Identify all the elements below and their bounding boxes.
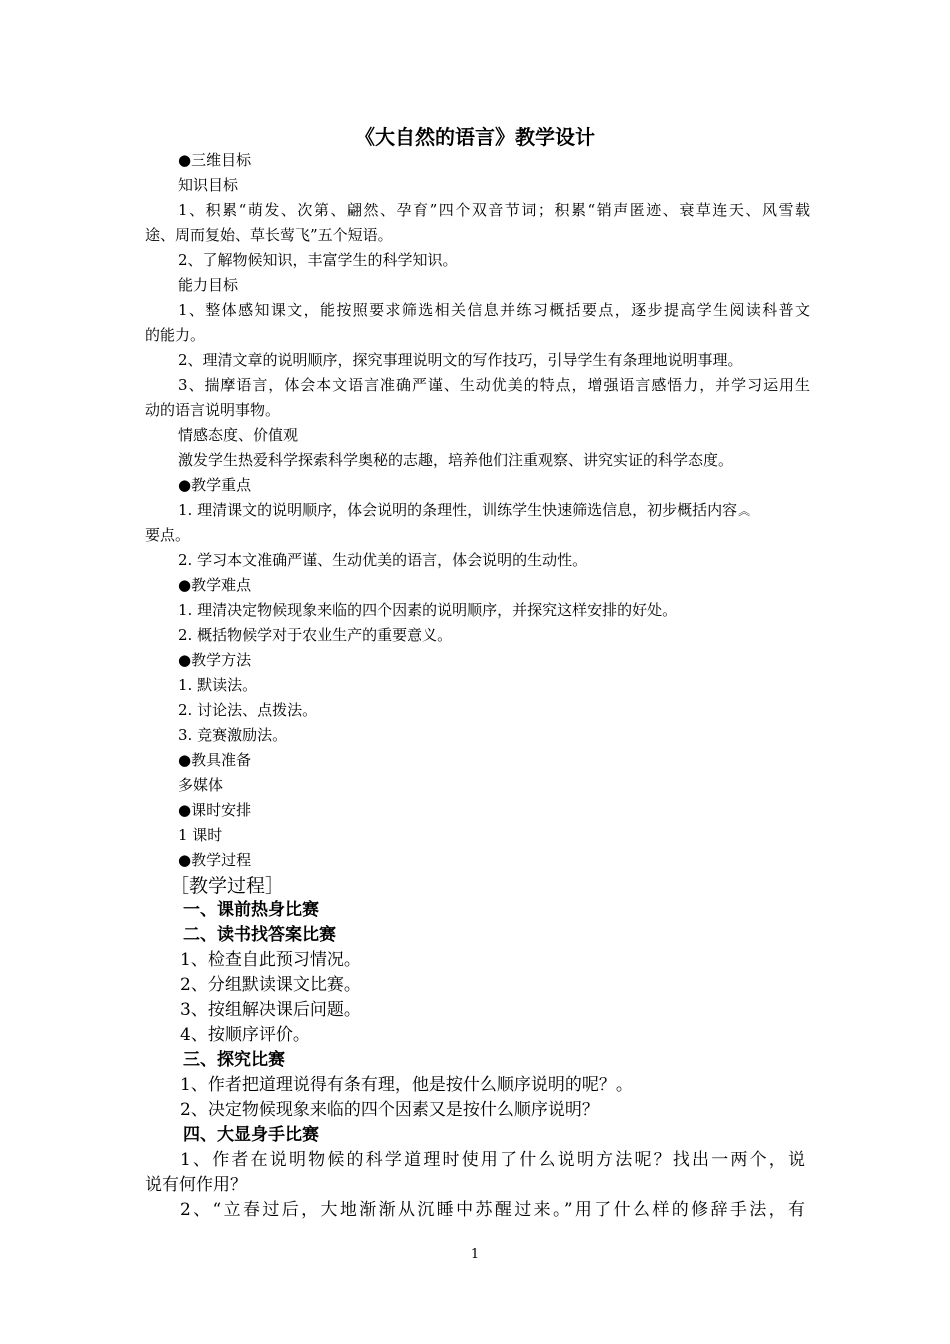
paragraph-line: 1、积累“萌发、次第、翩然、孕育”四个双音节词；积累“销声匿迹、衰草连天、风雪载 bbox=[178, 201, 810, 219]
list-item: 2、决定物候现象来临的四个因素又是按什么顺序说明？ bbox=[180, 1100, 599, 1120]
section-heading-difficulties: ●教学难点 bbox=[178, 576, 252, 594]
paragraph-line: 3、揣摩语言，体会本文语言准确严谨、生动优美的特点，增强语言感悟力，并学习运用生 bbox=[178, 376, 810, 394]
list-item: 4、按顺序评价。 bbox=[180, 1025, 310, 1045]
list-item: 3、按组解决课后问题。 bbox=[180, 1000, 361, 1020]
list-item: 2、分组默读课文比赛。 bbox=[180, 975, 361, 995]
chevron-up-icon: ︽ bbox=[738, 504, 751, 518]
paragraph-line: 1. 理清决定物候现象来临的四个因素的说明顺序，并探究这样安排的好处。 bbox=[178, 601, 678, 619]
section-heading-process: ●教学过程 bbox=[178, 851, 252, 869]
step-heading: 二、读书找答案比赛 bbox=[183, 925, 336, 945]
list-item: 1. 默读法。 bbox=[178, 676, 258, 694]
step-heading: 一、课前热身比赛 bbox=[183, 900, 319, 920]
paragraph-line: 动的语言说明事物。 bbox=[145, 401, 281, 419]
page-number: 1 bbox=[470, 1247, 480, 1262]
paragraph-line: 1、作者在说明物候的科学道理时使用了什么说明方法呢？找出一两个，说 bbox=[180, 1150, 805, 1170]
process-bracket-heading: ［教学过程］ bbox=[170, 875, 285, 897]
paragraph-line: 激发学生热爱科学探索科学奥秘的志趣，培养他们注重观察、讲究实证的科学态度。 bbox=[178, 451, 734, 469]
paragraph-line: 要点。 bbox=[145, 526, 191, 544]
paragraph-line: 2、理清文章的说明顺序，探究事理说明文的写作技巧，引导学生有条理地说明事理。 bbox=[178, 351, 743, 369]
document-title: 《大自然的语言》教学设计 bbox=[355, 125, 595, 149]
list-item: 2. 讨论法、点拨法。 bbox=[178, 701, 318, 719]
paragraph-line: 2、“立春过后，大地渐渐从沉睡中苏醒过来。”用了什么样的修辞手法，有 bbox=[180, 1200, 805, 1220]
subheading-knowledge: 知识目标 bbox=[178, 176, 239, 194]
paragraph-line: 2. 概括物候学对于农业生产的重要意义。 bbox=[178, 626, 453, 644]
paragraph-line: 2、了解物候知识，丰富学生的科学知识。 bbox=[178, 251, 458, 269]
paragraph-line: 多媒体 bbox=[178, 776, 224, 794]
subheading-emotion: 情感态度、价值观 bbox=[178, 426, 299, 444]
paragraph-line: 的能力。 bbox=[145, 326, 206, 344]
paragraph-text: 1. 理清课文的说明顺序，体会说明的条理性，训练学生快速筛选信息，初步概括内容 bbox=[178, 501, 738, 519]
list-item: 3. 竞赛激励法。 bbox=[178, 726, 288, 744]
list-item: 1、检查自此预习情况。 bbox=[180, 950, 361, 970]
section-heading-tools: ●教具准备 bbox=[178, 751, 252, 769]
paragraph-line: 途、周而复始、草长莺飞”五个短语。 bbox=[145, 226, 393, 244]
section-heading-goals: ●三维目标 bbox=[178, 151, 252, 169]
section-heading-schedule: ●课时安排 bbox=[178, 801, 252, 819]
paragraph-line: 1 课时 bbox=[178, 826, 223, 844]
paragraph-line: 1、整体感知课文，能按照要求筛选相关信息并练习概括要点，逐步提高学生阅读科普文 bbox=[178, 301, 810, 319]
step-heading: 三、探究比赛 bbox=[183, 1050, 285, 1070]
section-heading-key-points: ●教学重点 bbox=[178, 476, 252, 494]
subheading-ability: 能力目标 bbox=[178, 276, 239, 294]
section-heading-methods: ●教学方法 bbox=[178, 651, 252, 669]
paragraph-line bbox=[178, 498, 810, 524]
paragraph-line: 说有何作用？ bbox=[145, 1175, 247, 1195]
list-item: 1、作者把道理说得有条有理，他是按什么顺序说明的呢？。 bbox=[180, 1075, 633, 1095]
step-heading: 四、大显身手比赛 bbox=[183, 1125, 319, 1145]
paragraph-line: 2. 学习本文准确严谨、生动优美的语言，体会说明的生动性。 bbox=[178, 551, 588, 569]
